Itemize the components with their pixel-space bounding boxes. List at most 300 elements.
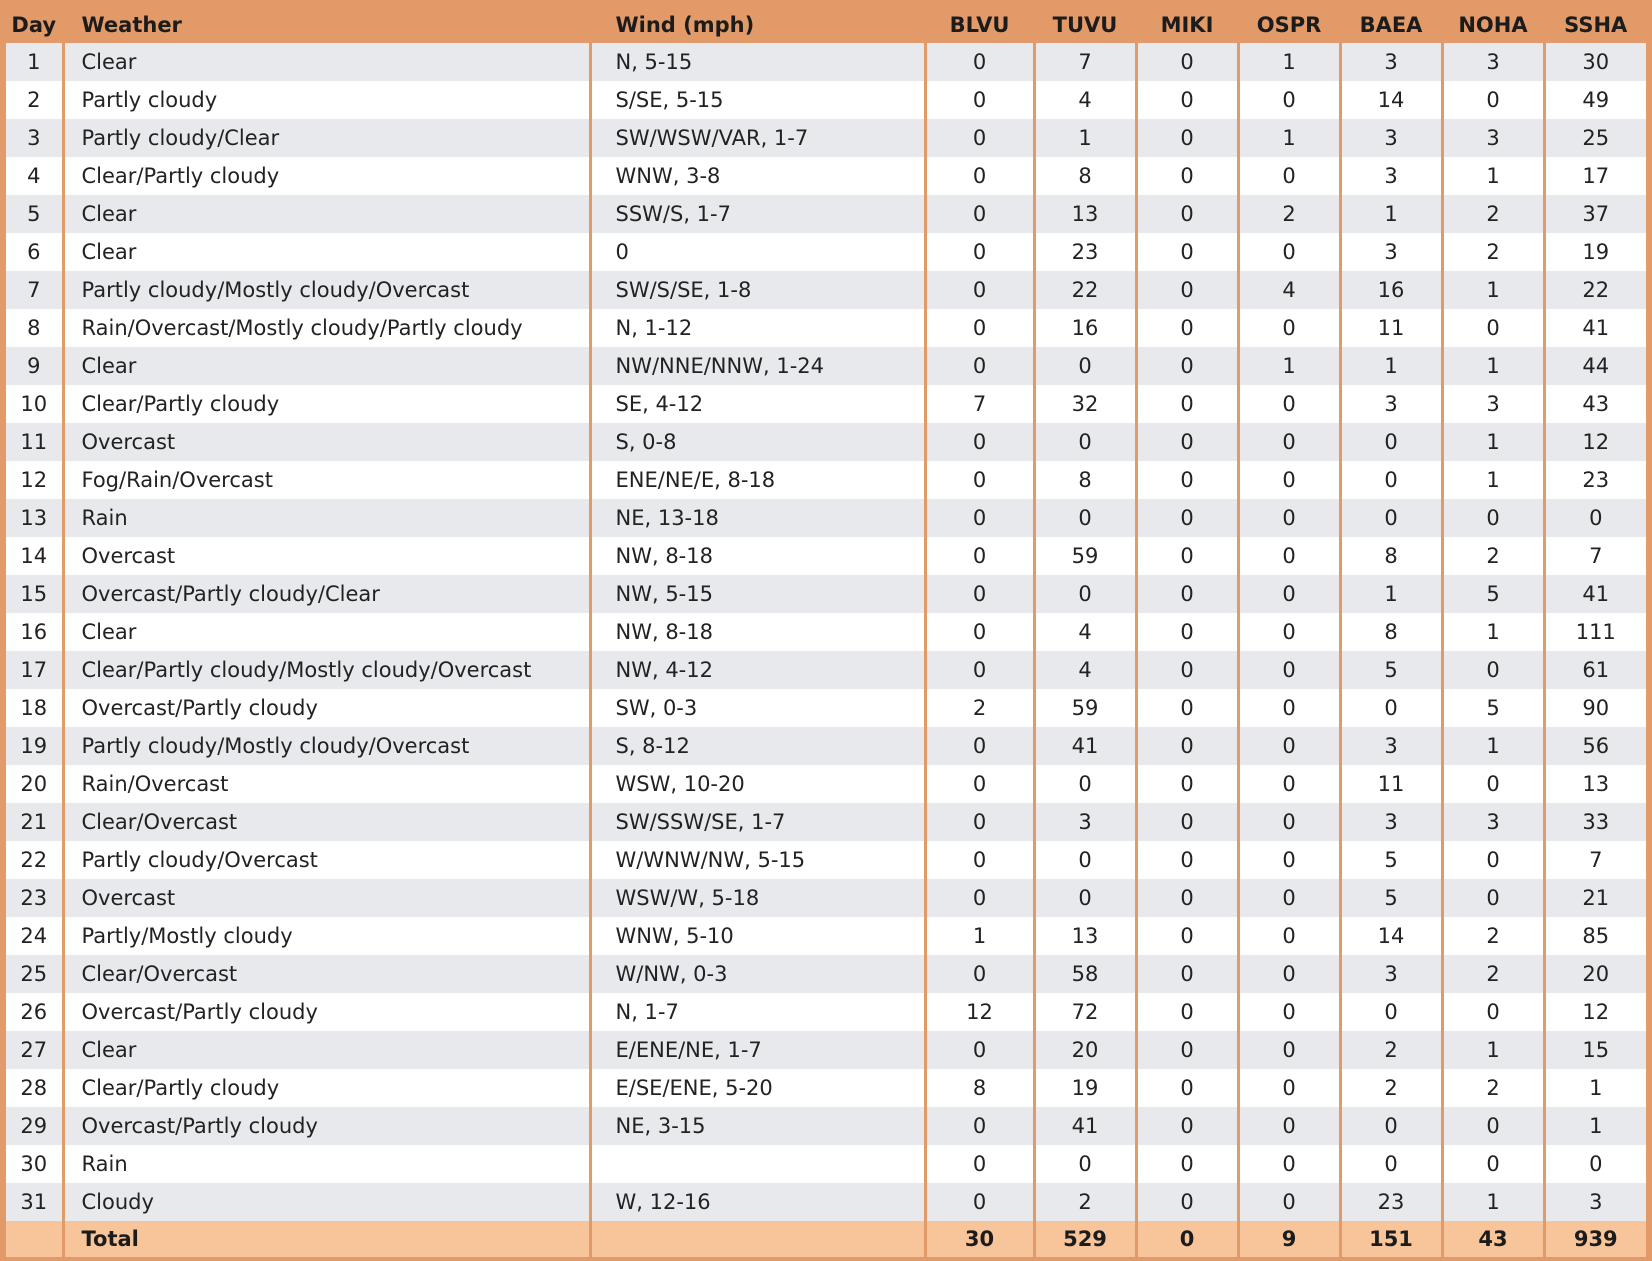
wind-cell: NW, 5-15	[590, 575, 925, 613]
tuvu-count-cell: 20	[1034, 1031, 1136, 1069]
wind-cell: SE, 4-12	[590, 385, 925, 423]
ssha-count-cell: 23	[1544, 461, 1646, 499]
table-row	[6, 879, 1646, 917]
col-header-blvu: BLVU	[925, 6, 1034, 43]
tuvu-count-cell: 41	[1034, 727, 1136, 765]
noha-count-cell: 3	[1442, 119, 1544, 157]
ssha-count-cell: 44	[1544, 347, 1646, 385]
blvu-count-cell: 0	[925, 233, 1034, 271]
blvu-count-cell: 0	[925, 81, 1034, 119]
ssha-count-cell: 0	[1544, 1145, 1646, 1183]
tuvu-count-cell: 59	[1034, 537, 1136, 575]
ospr-count-cell: 0	[1238, 613, 1340, 651]
wind-cell: W, 12-16	[590, 1183, 925, 1221]
baea-count-cell: 11	[1340, 765, 1442, 803]
ssha-count-cell: 15	[1544, 1031, 1646, 1069]
wind-cell: SW, 0-3	[590, 689, 925, 727]
tuvu-count-cell: 3	[1034, 803, 1136, 841]
weather-cell: Overcast	[63, 879, 590, 917]
day-cell: 9	[6, 347, 63, 385]
baea-count-cell: 0	[1340, 689, 1442, 727]
total-baea: 151	[1340, 1221, 1442, 1257]
ospr-count-cell: 0	[1238, 1145, 1340, 1183]
baea-count-cell: 0	[1340, 423, 1442, 461]
total-day-cell	[6, 1221, 63, 1257]
baea-count-cell: 3	[1340, 803, 1442, 841]
weather-cell: Rain	[63, 1145, 590, 1183]
weather-cell: Clear/Partly cloudy/Mostly cloudy/Overcast	[63, 651, 590, 689]
ospr-count-cell: 0	[1238, 157, 1340, 195]
ssha-count-cell: 41	[1544, 575, 1646, 613]
wind-cell: WNW, 3-8	[590, 157, 925, 195]
noha-count-cell: 3	[1442, 803, 1544, 841]
baea-count-cell: 5	[1340, 651, 1442, 689]
ssha-count-cell: 90	[1544, 689, 1646, 727]
baea-count-cell: 2	[1340, 1069, 1442, 1107]
blvu-count-cell: 1	[925, 917, 1034, 955]
tuvu-count-cell: 41	[1034, 1107, 1136, 1145]
blvu-count-cell: 0	[925, 803, 1034, 841]
noha-count-cell: 1	[1442, 461, 1544, 499]
table-row	[6, 347, 1646, 385]
ssha-count-cell: 12	[1544, 993, 1646, 1031]
wind-cell: E/ENE/NE, 1-7	[590, 1031, 925, 1069]
miki-count-cell: 0	[1136, 43, 1238, 81]
day-cell: 25	[6, 955, 63, 993]
ospr-count-cell: 4	[1238, 271, 1340, 309]
noha-count-cell: 1	[1442, 157, 1544, 195]
table-row	[6, 955, 1646, 993]
day-cell: 17	[6, 651, 63, 689]
table-row	[6, 1031, 1646, 1069]
tuvu-count-cell: 0	[1034, 1145, 1136, 1183]
ssha-count-cell: 20	[1544, 955, 1646, 993]
total-ospr: 9	[1238, 1221, 1340, 1257]
ospr-count-cell: 0	[1238, 727, 1340, 765]
day-cell: 4	[6, 157, 63, 195]
tuvu-count-cell: 4	[1034, 651, 1136, 689]
ospr-count-cell: 0	[1238, 423, 1340, 461]
ssha-count-cell: 22	[1544, 271, 1646, 309]
tuvu-count-cell: 8	[1034, 157, 1136, 195]
table-row	[6, 1107, 1646, 1145]
baea-count-cell: 11	[1340, 309, 1442, 347]
table-row	[6, 765, 1646, 803]
wind-cell: NW/NNE/NNW, 1-24	[590, 347, 925, 385]
table-row	[6, 575, 1646, 613]
wind-cell	[590, 1145, 925, 1183]
wind-cell: NW, 8-18	[590, 537, 925, 575]
miki-count-cell: 0	[1136, 917, 1238, 955]
ospr-count-cell: 0	[1238, 81, 1340, 119]
ospr-count-cell: 0	[1238, 841, 1340, 879]
wind-cell: ENE/NE/E, 8-18	[590, 461, 925, 499]
baea-count-cell: 3	[1340, 955, 1442, 993]
header-row	[6, 6, 1646, 43]
noha-count-cell: 1	[1442, 347, 1544, 385]
weather-cell: Clear/Overcast	[63, 955, 590, 993]
ospr-count-cell: 0	[1238, 765, 1340, 803]
ospr-count-cell: 0	[1238, 575, 1340, 613]
wind-cell: SSW/S, 1-7	[590, 195, 925, 233]
noha-count-cell: 2	[1442, 1069, 1544, 1107]
wind-cell: S, 8-12	[590, 727, 925, 765]
ospr-count-cell: 0	[1238, 879, 1340, 917]
day-cell: 10	[6, 385, 63, 423]
baea-count-cell: 3	[1340, 385, 1442, 423]
noha-count-cell: 3	[1442, 385, 1544, 423]
noha-count-cell: 2	[1442, 195, 1544, 233]
miki-count-cell: 0	[1136, 803, 1238, 841]
ospr-count-cell: 1	[1238, 43, 1340, 81]
table-row	[6, 803, 1646, 841]
day-cell: 5	[6, 195, 63, 233]
total-miki: 0	[1136, 1221, 1238, 1257]
blvu-count-cell: 0	[925, 1183, 1034, 1221]
day-cell: 22	[6, 841, 63, 879]
total-noha: 43	[1442, 1221, 1544, 1257]
weather-cell: Overcast/Partly cloudy	[63, 1107, 590, 1145]
weather-cell: Overcast/Partly cloudy	[63, 993, 590, 1031]
tuvu-count-cell: 7	[1034, 43, 1136, 81]
ssha-count-cell: 41	[1544, 309, 1646, 347]
table-row	[6, 613, 1646, 651]
weather-cell: Partly cloudy/Overcast	[63, 841, 590, 879]
ospr-count-cell: 0	[1238, 689, 1340, 727]
miki-count-cell: 0	[1136, 1107, 1238, 1145]
col-header-tuvu: TUVU	[1034, 6, 1136, 43]
noha-count-cell: 0	[1442, 81, 1544, 119]
table-row	[6, 195, 1646, 233]
total-tuvu: 529	[1034, 1221, 1136, 1257]
wind-cell: WNW, 5-10	[590, 917, 925, 955]
blvu-count-cell: 8	[925, 1069, 1034, 1107]
weather-cell: Partly cloudy/Mostly cloudy/Overcast	[63, 271, 590, 309]
blvu-count-cell: 0	[925, 43, 1034, 81]
day-cell: 23	[6, 879, 63, 917]
noha-count-cell: 1	[1442, 1031, 1544, 1069]
wind-cell: W/WNW/NW, 5-15	[590, 841, 925, 879]
day-cell: 11	[6, 423, 63, 461]
ospr-count-cell: 1	[1238, 347, 1340, 385]
tuvu-count-cell: 0	[1034, 765, 1136, 803]
miki-count-cell: 0	[1136, 195, 1238, 233]
baea-count-cell: 23	[1340, 1183, 1442, 1221]
ssha-count-cell: 19	[1544, 233, 1646, 271]
wind-cell: SW/WSW/VAR, 1-7	[590, 119, 925, 157]
wind-cell: NE, 13-18	[590, 499, 925, 537]
baea-count-cell: 14	[1340, 81, 1442, 119]
table-row	[6, 233, 1646, 271]
miki-count-cell: 0	[1136, 309, 1238, 347]
table-row	[6, 841, 1646, 879]
ssha-count-cell: 1	[1544, 1069, 1646, 1107]
tuvu-count-cell: 2	[1034, 1183, 1136, 1221]
weather-cell: Clear	[63, 613, 590, 651]
tuvu-count-cell: 0	[1034, 879, 1136, 917]
baea-count-cell: 0	[1340, 1145, 1442, 1183]
day-cell: 13	[6, 499, 63, 537]
day-cell: 18	[6, 689, 63, 727]
weather-cell: Overcast	[63, 423, 590, 461]
miki-count-cell: 0	[1136, 689, 1238, 727]
noha-count-cell: 1	[1442, 727, 1544, 765]
table-row	[6, 461, 1646, 499]
col-header-ospr: OSPR	[1238, 6, 1340, 43]
baea-count-cell: 3	[1340, 119, 1442, 157]
baea-count-cell: 0	[1340, 461, 1442, 499]
baea-count-cell: 8	[1340, 613, 1442, 651]
blvu-count-cell: 0	[925, 461, 1034, 499]
ospr-count-cell: 0	[1238, 1107, 1340, 1145]
weather-cell: Clear/Partly cloudy	[63, 385, 590, 423]
table-row	[6, 727, 1646, 765]
weather-cell: Rain/Overcast	[63, 765, 590, 803]
miki-count-cell: 0	[1136, 879, 1238, 917]
ssha-count-cell: 21	[1544, 879, 1646, 917]
day-cell: 2	[6, 81, 63, 119]
weather-cell: Rain/Overcast/Mostly cloudy/Partly cloudy	[63, 309, 590, 347]
miki-count-cell: 0	[1136, 461, 1238, 499]
baea-count-cell: 3	[1340, 727, 1442, 765]
tuvu-count-cell: 1	[1034, 119, 1136, 157]
miki-count-cell: 0	[1136, 1183, 1238, 1221]
ospr-count-cell: 0	[1238, 651, 1340, 689]
miki-count-cell: 0	[1136, 841, 1238, 879]
wind-cell: N, 1-7	[590, 993, 925, 1031]
miki-count-cell: 0	[1136, 233, 1238, 271]
miki-count-cell: 0	[1136, 119, 1238, 157]
wind-cell: NW, 4-12	[590, 651, 925, 689]
miki-count-cell: 0	[1136, 537, 1238, 575]
wind-cell: 0	[590, 233, 925, 271]
day-cell: 12	[6, 461, 63, 499]
noha-count-cell: 1	[1442, 423, 1544, 461]
tuvu-count-cell: 59	[1034, 689, 1136, 727]
baea-count-cell: 3	[1340, 233, 1442, 271]
ospr-count-cell: 0	[1238, 1031, 1340, 1069]
weather-cell: Clear/Partly cloudy	[63, 1069, 590, 1107]
ospr-count-cell: 2	[1238, 195, 1340, 233]
noha-count-cell: 2	[1442, 917, 1544, 955]
ssha-count-cell: 12	[1544, 423, 1646, 461]
weather-cell: Rain	[63, 499, 590, 537]
miki-count-cell: 0	[1136, 955, 1238, 993]
miki-count-cell: 0	[1136, 1145, 1238, 1183]
ssha-count-cell: 25	[1544, 119, 1646, 157]
weather-cell: Clear	[63, 195, 590, 233]
noha-count-cell: 1	[1442, 613, 1544, 651]
blvu-count-cell: 0	[925, 537, 1034, 575]
wind-cell: NW, 8-18	[590, 613, 925, 651]
day-cell: 21	[6, 803, 63, 841]
weather-cell: Partly cloudy	[63, 81, 590, 119]
baea-count-cell: 1	[1340, 347, 1442, 385]
baea-count-cell: 0	[1340, 499, 1442, 537]
tuvu-count-cell: 23	[1034, 233, 1136, 271]
day-cell: 8	[6, 309, 63, 347]
noha-count-cell: 0	[1442, 879, 1544, 917]
baea-count-cell: 5	[1340, 841, 1442, 879]
blvu-count-cell: 0	[925, 841, 1034, 879]
ospr-count-cell: 0	[1238, 233, 1340, 271]
table-row	[6, 119, 1646, 157]
table-row	[6, 651, 1646, 689]
wind-cell: WSW, 10-20	[590, 765, 925, 803]
ospr-count-cell: 0	[1238, 955, 1340, 993]
total-row	[6, 1221, 1646, 1257]
ssha-count-cell: 61	[1544, 651, 1646, 689]
baea-count-cell: 16	[1340, 271, 1442, 309]
tuvu-count-cell: 16	[1034, 309, 1136, 347]
tuvu-count-cell: 58	[1034, 955, 1136, 993]
table-row	[6, 917, 1646, 955]
blvu-count-cell: 12	[925, 993, 1034, 1031]
blvu-count-cell: 0	[925, 347, 1034, 385]
baea-count-cell: 3	[1340, 157, 1442, 195]
table-row	[6, 43, 1646, 81]
blvu-count-cell: 0	[925, 119, 1034, 157]
tuvu-count-cell: 8	[1034, 461, 1136, 499]
miki-count-cell: 0	[1136, 651, 1238, 689]
wind-cell: W/NW, 0-3	[590, 955, 925, 993]
day-cell: 6	[6, 233, 63, 271]
day-cell: 20	[6, 765, 63, 803]
table-row	[6, 537, 1646, 575]
table-row	[6, 309, 1646, 347]
noha-count-cell: 1	[1442, 1183, 1544, 1221]
baea-count-cell: 14	[1340, 917, 1442, 955]
table-row	[6, 81, 1646, 119]
col-header-noha: NOHA	[1442, 6, 1544, 43]
tuvu-count-cell: 4	[1034, 613, 1136, 651]
blvu-count-cell: 0	[925, 575, 1034, 613]
noha-count-cell: 0	[1442, 499, 1544, 537]
table-row	[6, 1183, 1646, 1221]
ssha-count-cell: 13	[1544, 765, 1646, 803]
ospr-count-cell: 0	[1238, 461, 1340, 499]
ssha-count-cell: 1	[1544, 1107, 1646, 1145]
tuvu-count-cell: 4	[1034, 81, 1136, 119]
blvu-count-cell: 0	[925, 879, 1034, 917]
wind-cell: WSW/W, 5-18	[590, 879, 925, 917]
weather-cell: Fog/Rain/Overcast	[63, 461, 590, 499]
table-row	[6, 423, 1646, 461]
tuvu-count-cell: 13	[1034, 195, 1136, 233]
wind-cell: N, 1-12	[590, 309, 925, 347]
day-cell: 1	[6, 43, 63, 81]
tuvu-count-cell: 32	[1034, 385, 1136, 423]
ospr-count-cell: 0	[1238, 499, 1340, 537]
blvu-count-cell: 0	[925, 651, 1034, 689]
noha-count-cell: 5	[1442, 689, 1544, 727]
ssha-count-cell: 3	[1544, 1183, 1646, 1221]
table-row	[6, 689, 1646, 727]
ospr-count-cell: 0	[1238, 537, 1340, 575]
day-cell: 7	[6, 271, 63, 309]
wind-cell: SW/SSW/SE, 1-7	[590, 803, 925, 841]
weather-cell: Clear/Partly cloudy	[63, 157, 590, 195]
ssha-count-cell: 111	[1544, 613, 1646, 651]
col-header-ssha: SSHA	[1544, 6, 1646, 43]
blvu-count-cell: 0	[925, 1031, 1034, 1069]
day-cell: 19	[6, 727, 63, 765]
blvu-count-cell: 0	[925, 309, 1034, 347]
ospr-count-cell: 0	[1238, 1183, 1340, 1221]
baea-count-cell: 8	[1340, 537, 1442, 575]
day-cell: 30	[6, 1145, 63, 1183]
table-body	[6, 43, 1646, 1221]
noha-count-cell: 0	[1442, 1107, 1544, 1145]
weather-cell: Clear	[63, 1031, 590, 1069]
noha-count-cell: 0	[1442, 841, 1544, 879]
ssha-count-cell: 7	[1544, 841, 1646, 879]
table-row	[6, 157, 1646, 195]
blvu-count-cell: 0	[925, 765, 1034, 803]
miki-count-cell: 0	[1136, 157, 1238, 195]
col-header-miki: MIKI	[1136, 6, 1238, 43]
noha-count-cell: 0	[1442, 309, 1544, 347]
tuvu-count-cell: 0	[1034, 575, 1136, 613]
day-cell: 24	[6, 917, 63, 955]
weather-cell: Clear/Overcast	[63, 803, 590, 841]
weather-cell: Overcast/Partly cloudy/Clear	[63, 575, 590, 613]
weather-cell: Overcast	[63, 537, 590, 575]
noha-count-cell: 0	[1442, 651, 1544, 689]
ssha-count-cell: 85	[1544, 917, 1646, 955]
day-cell: 26	[6, 993, 63, 1031]
tuvu-count-cell: 0	[1034, 347, 1136, 385]
miki-count-cell: 0	[1136, 423, 1238, 461]
blvu-count-cell: 0	[925, 499, 1034, 537]
table-row	[6, 1069, 1646, 1107]
weather-cell: Clear	[63, 347, 590, 385]
miki-count-cell: 0	[1136, 993, 1238, 1031]
col-header-wind: Wind (mph)	[590, 6, 925, 43]
miki-count-cell: 0	[1136, 1031, 1238, 1069]
baea-count-cell: 0	[1340, 1107, 1442, 1145]
total-ssha: 939	[1544, 1221, 1646, 1257]
day-cell: 31	[6, 1183, 63, 1221]
ssha-count-cell: 49	[1544, 81, 1646, 119]
col-header-day: Day	[6, 6, 63, 43]
baea-count-cell: 3	[1340, 43, 1442, 81]
ospr-count-cell: 0	[1238, 309, 1340, 347]
noha-count-cell: 0	[1442, 1145, 1544, 1183]
noha-count-cell: 3	[1442, 43, 1544, 81]
ssha-count-cell: 37	[1544, 195, 1646, 233]
miki-count-cell: 0	[1136, 271, 1238, 309]
day-cell: 14	[6, 537, 63, 575]
miki-count-cell: 0	[1136, 385, 1238, 423]
ospr-count-cell: 0	[1238, 803, 1340, 841]
blvu-count-cell: 0	[925, 195, 1034, 233]
miki-count-cell: 0	[1136, 81, 1238, 119]
ssha-count-cell: 17	[1544, 157, 1646, 195]
baea-count-cell: 2	[1340, 1031, 1442, 1069]
tuvu-count-cell: 0	[1034, 499, 1136, 537]
baea-count-cell: 5	[1340, 879, 1442, 917]
blvu-count-cell: 2	[925, 689, 1034, 727]
col-header-baea: BAEA	[1340, 6, 1442, 43]
wind-cell: N, 5-15	[590, 43, 925, 81]
blvu-count-cell: 0	[925, 1107, 1034, 1145]
wind-cell: NE, 3-15	[590, 1107, 925, 1145]
noha-count-cell: 1	[1442, 271, 1544, 309]
baea-count-cell: 0	[1340, 993, 1442, 1031]
total-blvu: 30	[925, 1221, 1034, 1257]
ssha-count-cell: 0	[1544, 499, 1646, 537]
